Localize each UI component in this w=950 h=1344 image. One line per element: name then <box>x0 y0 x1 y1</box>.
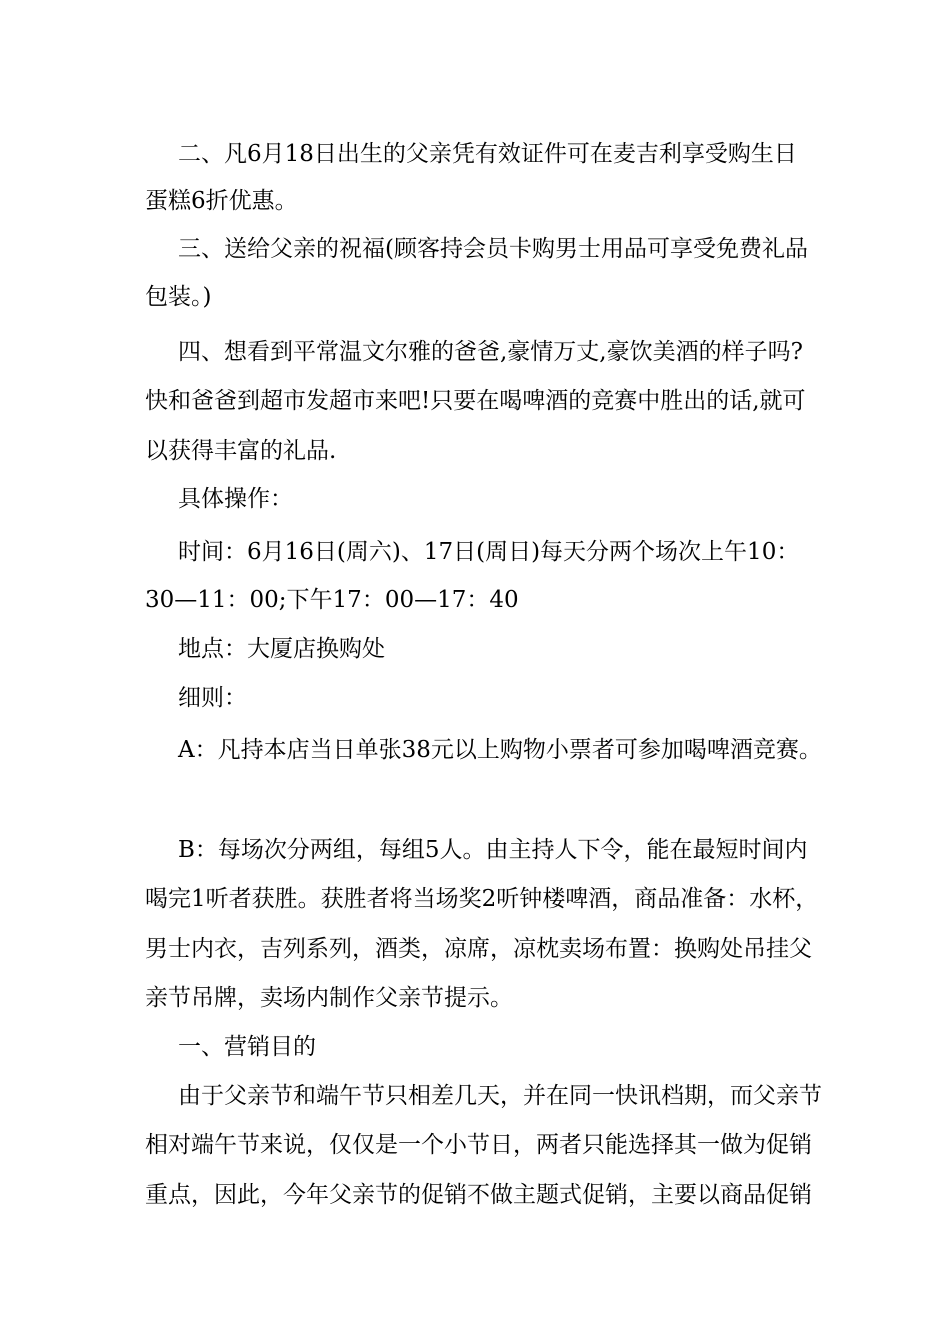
paragraph-line: 由于父亲节和端午节只相差几天，并在同一快讯档期，而父亲节 <box>178 1083 822 1109</box>
section-heading: 一、营销目的 <box>178 1034 316 1060</box>
paragraph-line: 快和爸爸到超市发超市来吧!只要在喝啤酒的竞赛中胜出的话,就可 <box>145 388 806 414</box>
paragraph-line: 二、凡6月18日出生的父亲凭有效证件可在麦吉利享受购生日 <box>178 141 797 167</box>
paragraph-line: 地点：大厦店换购处 <box>178 636 385 662</box>
paragraph-line: 喝完1听者获胜。获胜者将当场奖2听钟楼啤酒，商品准备：水杯， <box>145 886 819 912</box>
section-label: 细则： <box>178 685 247 711</box>
paragraph-line: A：凡持本店当日单张38元以上购物小票者可参加喝啤酒竞赛。 <box>178 737 822 763</box>
paragraph-line: 重点，因此，今年父亲节的促销不做主题式促销，主要以商品促销 <box>145 1182 812 1208</box>
paragraph-line: 蛋糕6折优惠。 <box>145 188 298 214</box>
paragraph-line: 三、送给父亲的祝福(顾客持会员卡购男士用品可享受免费礼品 <box>178 236 808 262</box>
paragraph-line: 包装。) <box>145 284 212 310</box>
paragraph-line: 男士内衣，吉列系列，酒类，凉席，凉枕卖场布置：换购处吊挂父 <box>145 936 812 962</box>
paragraph-line: 30—11：00;下午17：00—17：40 <box>145 587 519 613</box>
paragraph-line: 相对端午节来说，仅仅是一个小节日，两者只能选择其一做为促销 <box>145 1132 812 1158</box>
paragraph-line: 四、想看到平常温文尔雅的爸爸,豪情万丈,豪饮美酒的样子吗? <box>178 339 803 365</box>
paragraph-line: 亲节吊牌，卖场内制作父亲节提示。 <box>145 985 513 1011</box>
paragraph-line: 时间：6月16日(周六)、17日(周日)每天分两个场次上午10： <box>178 539 800 565</box>
paragraph-line: B：每场次分两组，每组5人。由主持人下令，能在最短时间内 <box>178 837 808 863</box>
section-label: 具体操作： <box>178 486 293 512</box>
paragraph-line: 以获得丰富的礼品. <box>145 438 337 464</box>
